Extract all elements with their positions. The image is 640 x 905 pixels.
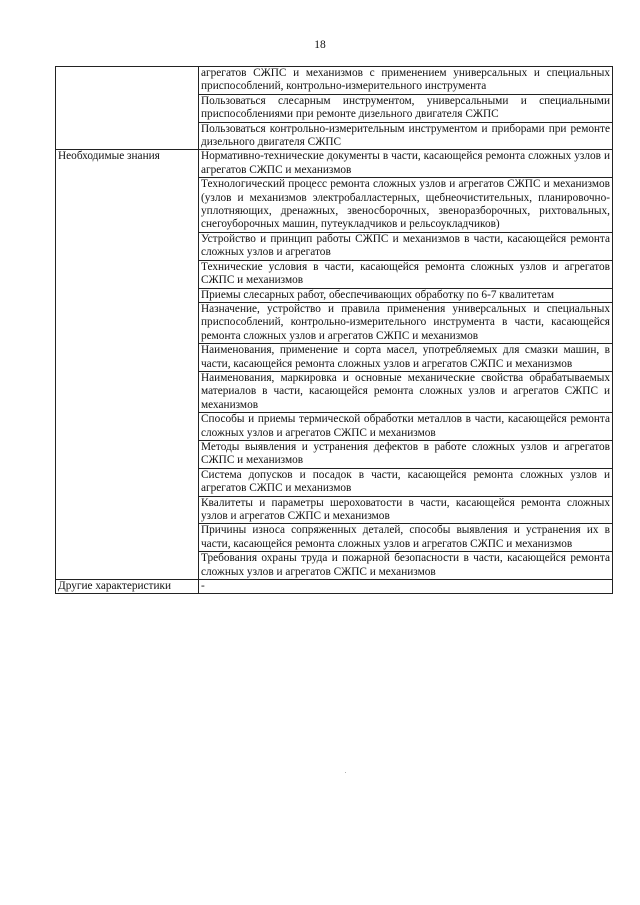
knowledge-item: Методы выявления и устранения дефектов в работе сложных узлов и агрегатов СЖПС и механизмов xyxy=(199,440,613,468)
knowledge-item: Устройство и принцип работы СЖПС и механизмов в части, касающейся ремонта сложных узлов и агрегатов xyxy=(199,232,613,260)
knowledge-item: Квалитеты и параметры шероховатости в части, касающейся ремонта сложных узлов и агрегатов СЖПС и механизмов xyxy=(199,496,613,524)
knowledge-item: Назначение, устройство и правила применения универсальных и специальных приспособлений, контрольно-измерительного инструмента в части, касающейся ремонта сложных узлов и агрегатов СЖПС и механизмов xyxy=(199,302,613,343)
skill-item: Пользоваться контрольно-измерительным инструментом и приборами при ремонте дизельного двигателя СЖПС xyxy=(199,122,613,150)
scan-speck xyxy=(345,772,346,773)
table-row xyxy=(56,580,613,594)
table-row xyxy=(56,67,613,95)
competency-table xyxy=(55,66,613,594)
page-number: 18 xyxy=(314,39,326,51)
knowledge-item: Технологический процесс ремонта сложных узлов и агрегатов СЖПС и механизмов (узлов и механизмов электробалластерных, щебнеочистительных, планировочно-уплотняющих, дренажных, звеносборочных, звеноразборочных, рихтовальных, снегоуборочных машин, путеукладчиков и рельсоукладчиков) xyxy=(199,178,613,233)
skill-item: агрегатов СЖПС и механизмов с применением универсальных и специальных приспособлений, контрольно-измерительного инструмента xyxy=(199,67,613,95)
knowledge-item: Наименования, маркировка и основные механические свойства обрабатываемых материалов в части, касающейся ремонта сложных узлов и агрегатов СЖПС и механизмов xyxy=(199,371,613,412)
knowledge-item: Требования охраны труда и пожарной безопасности в части, касающейся ремонта сложных узлов и агрегатов СЖПС и механизмов xyxy=(199,552,613,580)
knowledge-item: Способы и приемы термической обработки металлов в части, касающейся ремонта сложных узлов и агрегатов СЖПС и механизмов xyxy=(199,413,613,441)
other-characteristics-value: - xyxy=(199,580,613,594)
knowledge-item: Причины износа сопряженных деталей, способы выявления и устранения их в части, касающейся ремонта сложных узлов и агрегатов СЖПС и механизмов xyxy=(199,524,613,552)
skills-label-cell xyxy=(56,67,199,150)
skill-item: Пользоваться слесарным инструментом, универсальными и специальными приспособлениями при ремонте дизельного двигателя СЖПС xyxy=(199,94,613,122)
knowledge-item: Система допусков и посадок в части, касающейся ремонта сложных узлов и агрегатов СЖПС и механизмов xyxy=(199,468,613,496)
table-row xyxy=(56,150,613,178)
knowledge-item: Приемы слесарных работ, обеспечивающих обработку по 6-7 квалитетам xyxy=(199,288,613,302)
knowledge-item: Технические условия в части, касающейся ремонта сложных узлов и агрегатов СЖПС и механизмов xyxy=(199,260,613,288)
knowledge-item: Нормативно-технические документы в части, касающейся ремонта сложных узлов и агрегатов СЖПС и механизмов xyxy=(199,150,613,178)
knowledge-item: Наименования, применение и сорта масел, употребляемых для смазки машин, в части, касающейся ремонта сложных узлов и агрегатов СЖПС и механизмов xyxy=(199,344,613,372)
other-characteristics-label: Другие характеристики xyxy=(56,580,199,594)
knowledge-label: Необходимые знания xyxy=(56,150,199,580)
